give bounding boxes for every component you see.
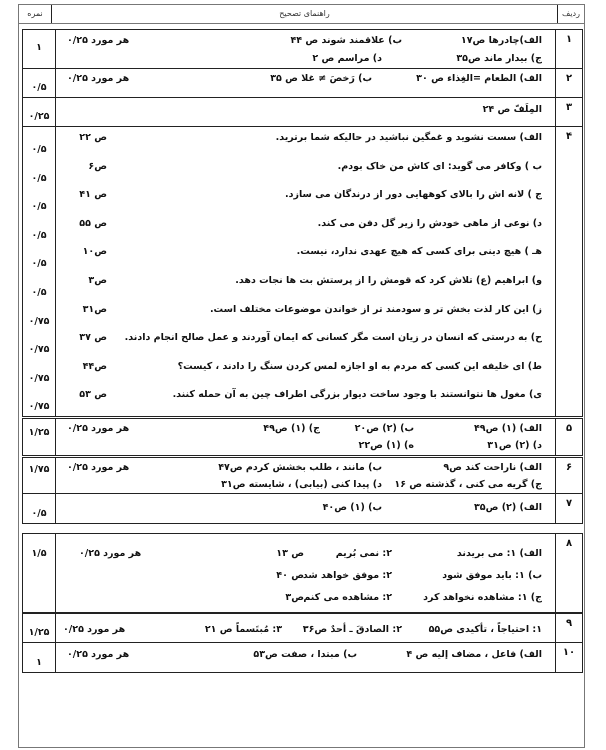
page-ref: ص۳۱ xyxy=(82,303,107,315)
answer-a: الف)چادرها ص۱۷ xyxy=(460,35,542,46)
answer-a-page: ص ۱۳ xyxy=(276,548,304,559)
translation-line: هـ ) هیچ دینی برای کسی که هیچ عهدی ندارد، نیست. xyxy=(296,246,542,258)
row-column-header: ردیف xyxy=(562,9,580,18)
translation-line: ط) ای خلیفه این کسی که مردم به او اجازه لمس کردن سنگ را دادند ، کیست؟ xyxy=(177,360,542,372)
translation-line: ح) به درستی که انسان در زیان است مگر کسانی که ایمان آوردند و عمل صالح انجام دادند. xyxy=(124,332,542,344)
page-ref: ص۳ xyxy=(88,275,107,286)
answer-2: ۲: الصادقَ ـ أحدٌ ص۳۶ xyxy=(302,624,402,635)
row-number: ۷ xyxy=(565,498,573,509)
row-score: ۱/۲۵ xyxy=(28,627,50,638)
answer-1: ۱: احتیاجاً ، تأکیدی ص۵۵ xyxy=(428,624,542,635)
per-item-score: هر مورد ۰/۲۵ xyxy=(67,73,130,84)
row-number: ۱ xyxy=(565,34,573,45)
answer-c: ج) گریه می کنی ، گذشته ص ۱۶ xyxy=(394,479,542,490)
row-number: ۲ xyxy=(565,73,573,84)
row-number: ۳ xyxy=(565,102,573,113)
row-number: ۶ xyxy=(565,462,573,473)
question-row-8 xyxy=(22,533,583,613)
line-score: ۰/۷۵ xyxy=(28,315,50,327)
row-number: ۵ xyxy=(565,423,573,434)
row-number: ۹ xyxy=(565,618,573,629)
answer-b: ب) مانند ، طلب بخشش کردم ص۴۷ xyxy=(218,462,382,473)
table-header xyxy=(19,5,584,24)
page-ref: ص۴۴ xyxy=(82,360,107,372)
answer-b-page: ص ۴۰ xyxy=(276,570,304,581)
answer-b-2: ۲: موفق خواهد شد xyxy=(302,570,392,581)
row-score: ۱ xyxy=(36,657,42,668)
translation-line: ز) این کار لذت بخش تر و سودمند تر از خواندن موضوعات مختلف است. xyxy=(209,303,542,315)
line-score: ۰/۷۵ xyxy=(28,372,50,384)
answer-b: ب) رَخصَ ≠ غلا ص ۳۵ xyxy=(270,73,372,84)
answer-key-sheet xyxy=(18,4,585,748)
line-score: ۰/۵ xyxy=(31,201,47,213)
page-ref: ص ۲۲ xyxy=(79,132,107,143)
question-row-6 xyxy=(22,457,583,494)
answer-a: الف) الطعام =الغِذاء ص ۳۰ xyxy=(416,73,542,84)
answer-c-1: ج) ۱: مشاهده نخواهد کرد xyxy=(423,592,542,603)
answer-a: الف) (۲) ص۳۵ xyxy=(474,502,542,513)
question-row-2 xyxy=(22,68,583,98)
row-number: ۸ xyxy=(565,538,573,549)
title-header: راهنمای تصحیح xyxy=(279,9,330,18)
per-item-score: هر مورد ۰/۲۵ xyxy=(67,35,130,46)
answer-c-2: ۲: مشاهده می کنم xyxy=(303,592,392,603)
answer-c: ج) (۱) ص۴۹ xyxy=(263,423,320,434)
answer-b: ب) مبتدا ، صفت ص۵۳ xyxy=(253,649,357,660)
answer-b: ب) (۲) ص۲۰ xyxy=(354,423,414,434)
row-number: ۱۰ xyxy=(562,647,576,658)
answer-b-1: ب) ۱: باید موفق شود xyxy=(442,570,542,581)
answer-d: د) مراسم ص ۲ xyxy=(312,53,382,64)
row-score: ۰/۵ xyxy=(31,82,47,93)
row-score: ۱/۵ xyxy=(31,548,47,559)
answer-c-page: ص۳ xyxy=(285,592,304,603)
score-column-header: نمره xyxy=(27,9,43,18)
answer-d: د) پیدا کنی (بیابی) ، شایسته ص۳۱ xyxy=(221,479,382,490)
page-ref: ص ۳۷ xyxy=(79,332,107,344)
question-row-5 xyxy=(22,418,583,456)
per-item-score: هر مورد ۰/۲۵ xyxy=(67,649,130,660)
line-score: ۰/۵ xyxy=(31,172,47,184)
row-score: ۰/۲۵ xyxy=(28,111,50,122)
answer-e: ه) (۱) ص۲۲ xyxy=(358,440,414,451)
answer-c: ج) بیدار ماند ص۳۵ xyxy=(456,53,542,64)
translation-line: ب ) وکافر می گوید: ای کاش من خاک بودم. xyxy=(337,160,542,172)
question-row-7 xyxy=(22,493,583,524)
translation-line: ی) مغول ها نتوانستند با وجود ساخت دیوار بزرگی اطراف چین به آن حمله کنند. xyxy=(172,389,542,401)
question-row-10 xyxy=(22,642,583,673)
page-ref: ص ۴۱ xyxy=(79,189,107,201)
answer-a-1: الف) ۱: می بریدند xyxy=(456,548,542,559)
answer-d: د) (۲) ص۳۱ xyxy=(487,440,542,451)
translation-line: الف) سست نشوید و غمگین نباشید در حالیکه شما برترید. xyxy=(275,132,542,143)
question-row-9 xyxy=(22,613,583,643)
answer-3: ۳: مُبتَسماً ص ۲۱ xyxy=(204,624,282,635)
line-score: ۰/۵ xyxy=(31,258,47,270)
line-score: ۰/۵ xyxy=(31,229,47,241)
line-score: ۰/۵ xyxy=(31,144,47,155)
question-row-1 xyxy=(22,29,583,69)
answer-a: المِلَفّ ص ۲۴ xyxy=(482,104,542,115)
page-ref: ص۱۰ xyxy=(82,246,107,258)
per-item-score: هر مورد ۰/۲۵ xyxy=(67,462,130,473)
answer-b: ب) علاقمند شوند ص ۴۴ xyxy=(290,35,402,46)
answer-a: الف) ناراحت کند ص۹ xyxy=(443,462,542,473)
row-score: ۱/۷۵ xyxy=(28,464,50,475)
answer-a: الف) فاعل ، مضاف إلیه ص ۴ xyxy=(406,649,542,660)
page-ref: ص۶ xyxy=(88,160,107,172)
translation-line: د) نوعی از ماهی خودش را زیر گل دفن می کند. xyxy=(317,217,542,229)
line-score: ۰/۵ xyxy=(31,287,47,298)
answer-a-2: ۲: نمی بُریم xyxy=(335,548,392,559)
line-score: ۰/۷۵ xyxy=(28,344,50,356)
per-item-score: هر مورد ۰/۲۵ xyxy=(63,624,126,635)
question-row-4 xyxy=(22,126,583,417)
answer-a: الف) (۱) ص۴۹ xyxy=(474,423,542,434)
per-item-score: هر مورد ۰/۲۵ xyxy=(67,423,130,434)
row-score: ۱/۲۵ xyxy=(28,427,50,438)
translation-line: و) ابراهیم (ع) تلاش کرد که قومش را از پرستش بت ها نجات دهد. xyxy=(235,275,542,286)
page-ref: ص ۵۳ xyxy=(79,389,107,401)
translation-line: ج ) لانه اش را بالای کوههایی دور از درندگان می سازد. xyxy=(285,189,542,201)
line-score: ۰/۷۵ xyxy=(28,401,50,413)
answer-b: ب) (۱) ص۴۰ xyxy=(322,502,382,513)
row-score: ۰/۵ xyxy=(31,508,47,519)
row-score: ۱ xyxy=(36,42,42,53)
question-row-3 xyxy=(22,97,583,127)
per-item-score: هر مورد ۰/۲۵ xyxy=(79,548,142,559)
page-ref: ص ۵۵ xyxy=(79,217,107,229)
row-number: ۴ xyxy=(565,131,573,142)
